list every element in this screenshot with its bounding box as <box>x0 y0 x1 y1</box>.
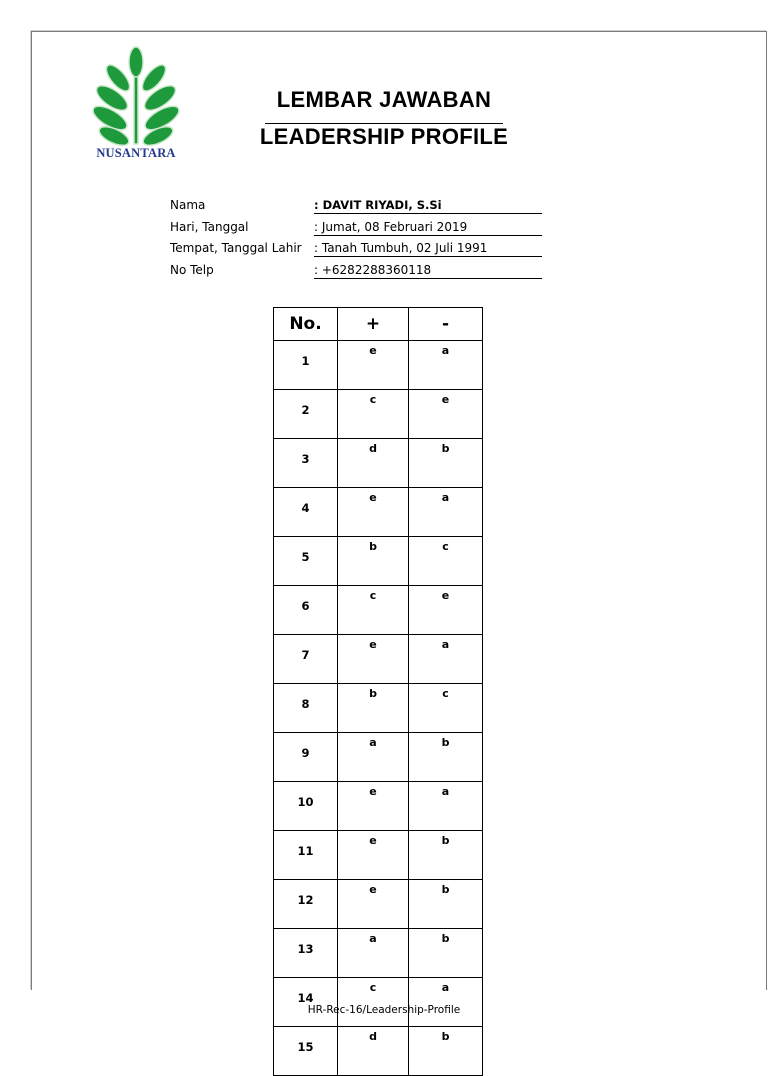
answer-plus: a <box>338 929 409 978</box>
table-header-row <box>274 308 483 341</box>
info-label: Hari, Tanggal <box>170 220 249 234</box>
row-number: 1 <box>274 341 338 390</box>
answer-minus: a <box>409 782 483 831</box>
table-row <box>274 1027 483 1076</box>
table-row <box>274 782 483 831</box>
row-number: 4 <box>274 488 338 537</box>
answer-plus: a <box>338 733 409 782</box>
header-minus: - <box>409 308 483 341</box>
row-number: 5 <box>274 537 338 586</box>
table-row <box>274 831 483 880</box>
answer-minus: a <box>409 978 483 1027</box>
answer-minus: a <box>409 635 483 684</box>
footer-code: HR-Rec-16/Leadership-Profile <box>307 1004 461 1016</box>
table-row <box>274 586 483 635</box>
row-number: 2 <box>274 390 338 439</box>
row-number: 7 <box>274 635 338 684</box>
answer-plus: e <box>338 880 409 929</box>
leaf-icon <box>88 44 184 148</box>
info-label: Tempat, Tanggal Lahir <box>170 241 302 255</box>
row-number: 13 <box>274 929 338 978</box>
company-logo <box>88 44 184 164</box>
logo-text: NUSANTARA <box>96 146 176 160</box>
info-value: : DAVIT RIYADI, S.Si <box>314 198 542 214</box>
answer-plus: b <box>338 684 409 733</box>
answer-plus: c <box>338 390 409 439</box>
info-value: : Tanah Tumbuh, 02 Juli 1991 <box>314 241 542 257</box>
row-number: 3 <box>274 439 338 488</box>
answer-plus: e <box>338 341 409 390</box>
row-number: 15 <box>274 1027 338 1076</box>
answer-minus: b <box>409 733 483 782</box>
table-row <box>274 488 483 537</box>
table-row <box>274 684 483 733</box>
answer-plus: e <box>338 782 409 831</box>
answer-plus: c <box>338 586 409 635</box>
answer-plus: e <box>338 635 409 684</box>
answer-plus: d <box>338 439 409 488</box>
answer-minus: b <box>409 831 483 880</box>
answer-minus: c <box>409 537 483 586</box>
row-number: 8 <box>274 684 338 733</box>
answer-minus: e <box>409 390 483 439</box>
answer-plus: d <box>338 1027 409 1076</box>
answer-minus: b <box>409 1027 483 1076</box>
answer-plus: e <box>338 831 409 880</box>
answer-minus: b <box>409 439 483 488</box>
answer-table <box>273 307 483 1076</box>
title-line2: LEADERSHIP PROFILE <box>259 124 509 149</box>
header-plus: + <box>338 308 409 341</box>
answer-plus: b <box>338 537 409 586</box>
info-value: : Jumat, 08 Februari 2019 <box>314 220 542 236</box>
answer-plus: e <box>338 488 409 537</box>
info-label: Nama <box>170 198 206 212</box>
header-no: No. <box>274 308 338 341</box>
row-number: 9 <box>274 733 338 782</box>
table-row <box>274 537 483 586</box>
answer-minus: b <box>409 929 483 978</box>
table-row <box>274 733 483 782</box>
table-row <box>274 390 483 439</box>
row-number: 11 <box>274 831 338 880</box>
table-row <box>274 341 483 390</box>
table-row <box>274 439 483 488</box>
table-row <box>274 635 483 684</box>
row-number: 14 <box>274 978 338 1027</box>
answer-minus: e <box>409 586 483 635</box>
answer-plus: c <box>338 978 409 1027</box>
row-number: 10 <box>274 782 338 831</box>
answer-minus: a <box>409 341 483 390</box>
answer-minus: b <box>409 880 483 929</box>
answer-minus: c <box>409 684 483 733</box>
table-row <box>274 978 483 1027</box>
row-number: 12 <box>274 880 338 929</box>
answer-minus: a <box>409 488 483 537</box>
row-number: 6 <box>274 586 338 635</box>
table-row <box>274 929 483 978</box>
info-value: : +6282288360118 <box>314 263 542 279</box>
table-row <box>274 880 483 929</box>
info-label: No Telp <box>170 263 214 277</box>
title-line1: LEMBAR JAWABAN <box>276 87 492 112</box>
